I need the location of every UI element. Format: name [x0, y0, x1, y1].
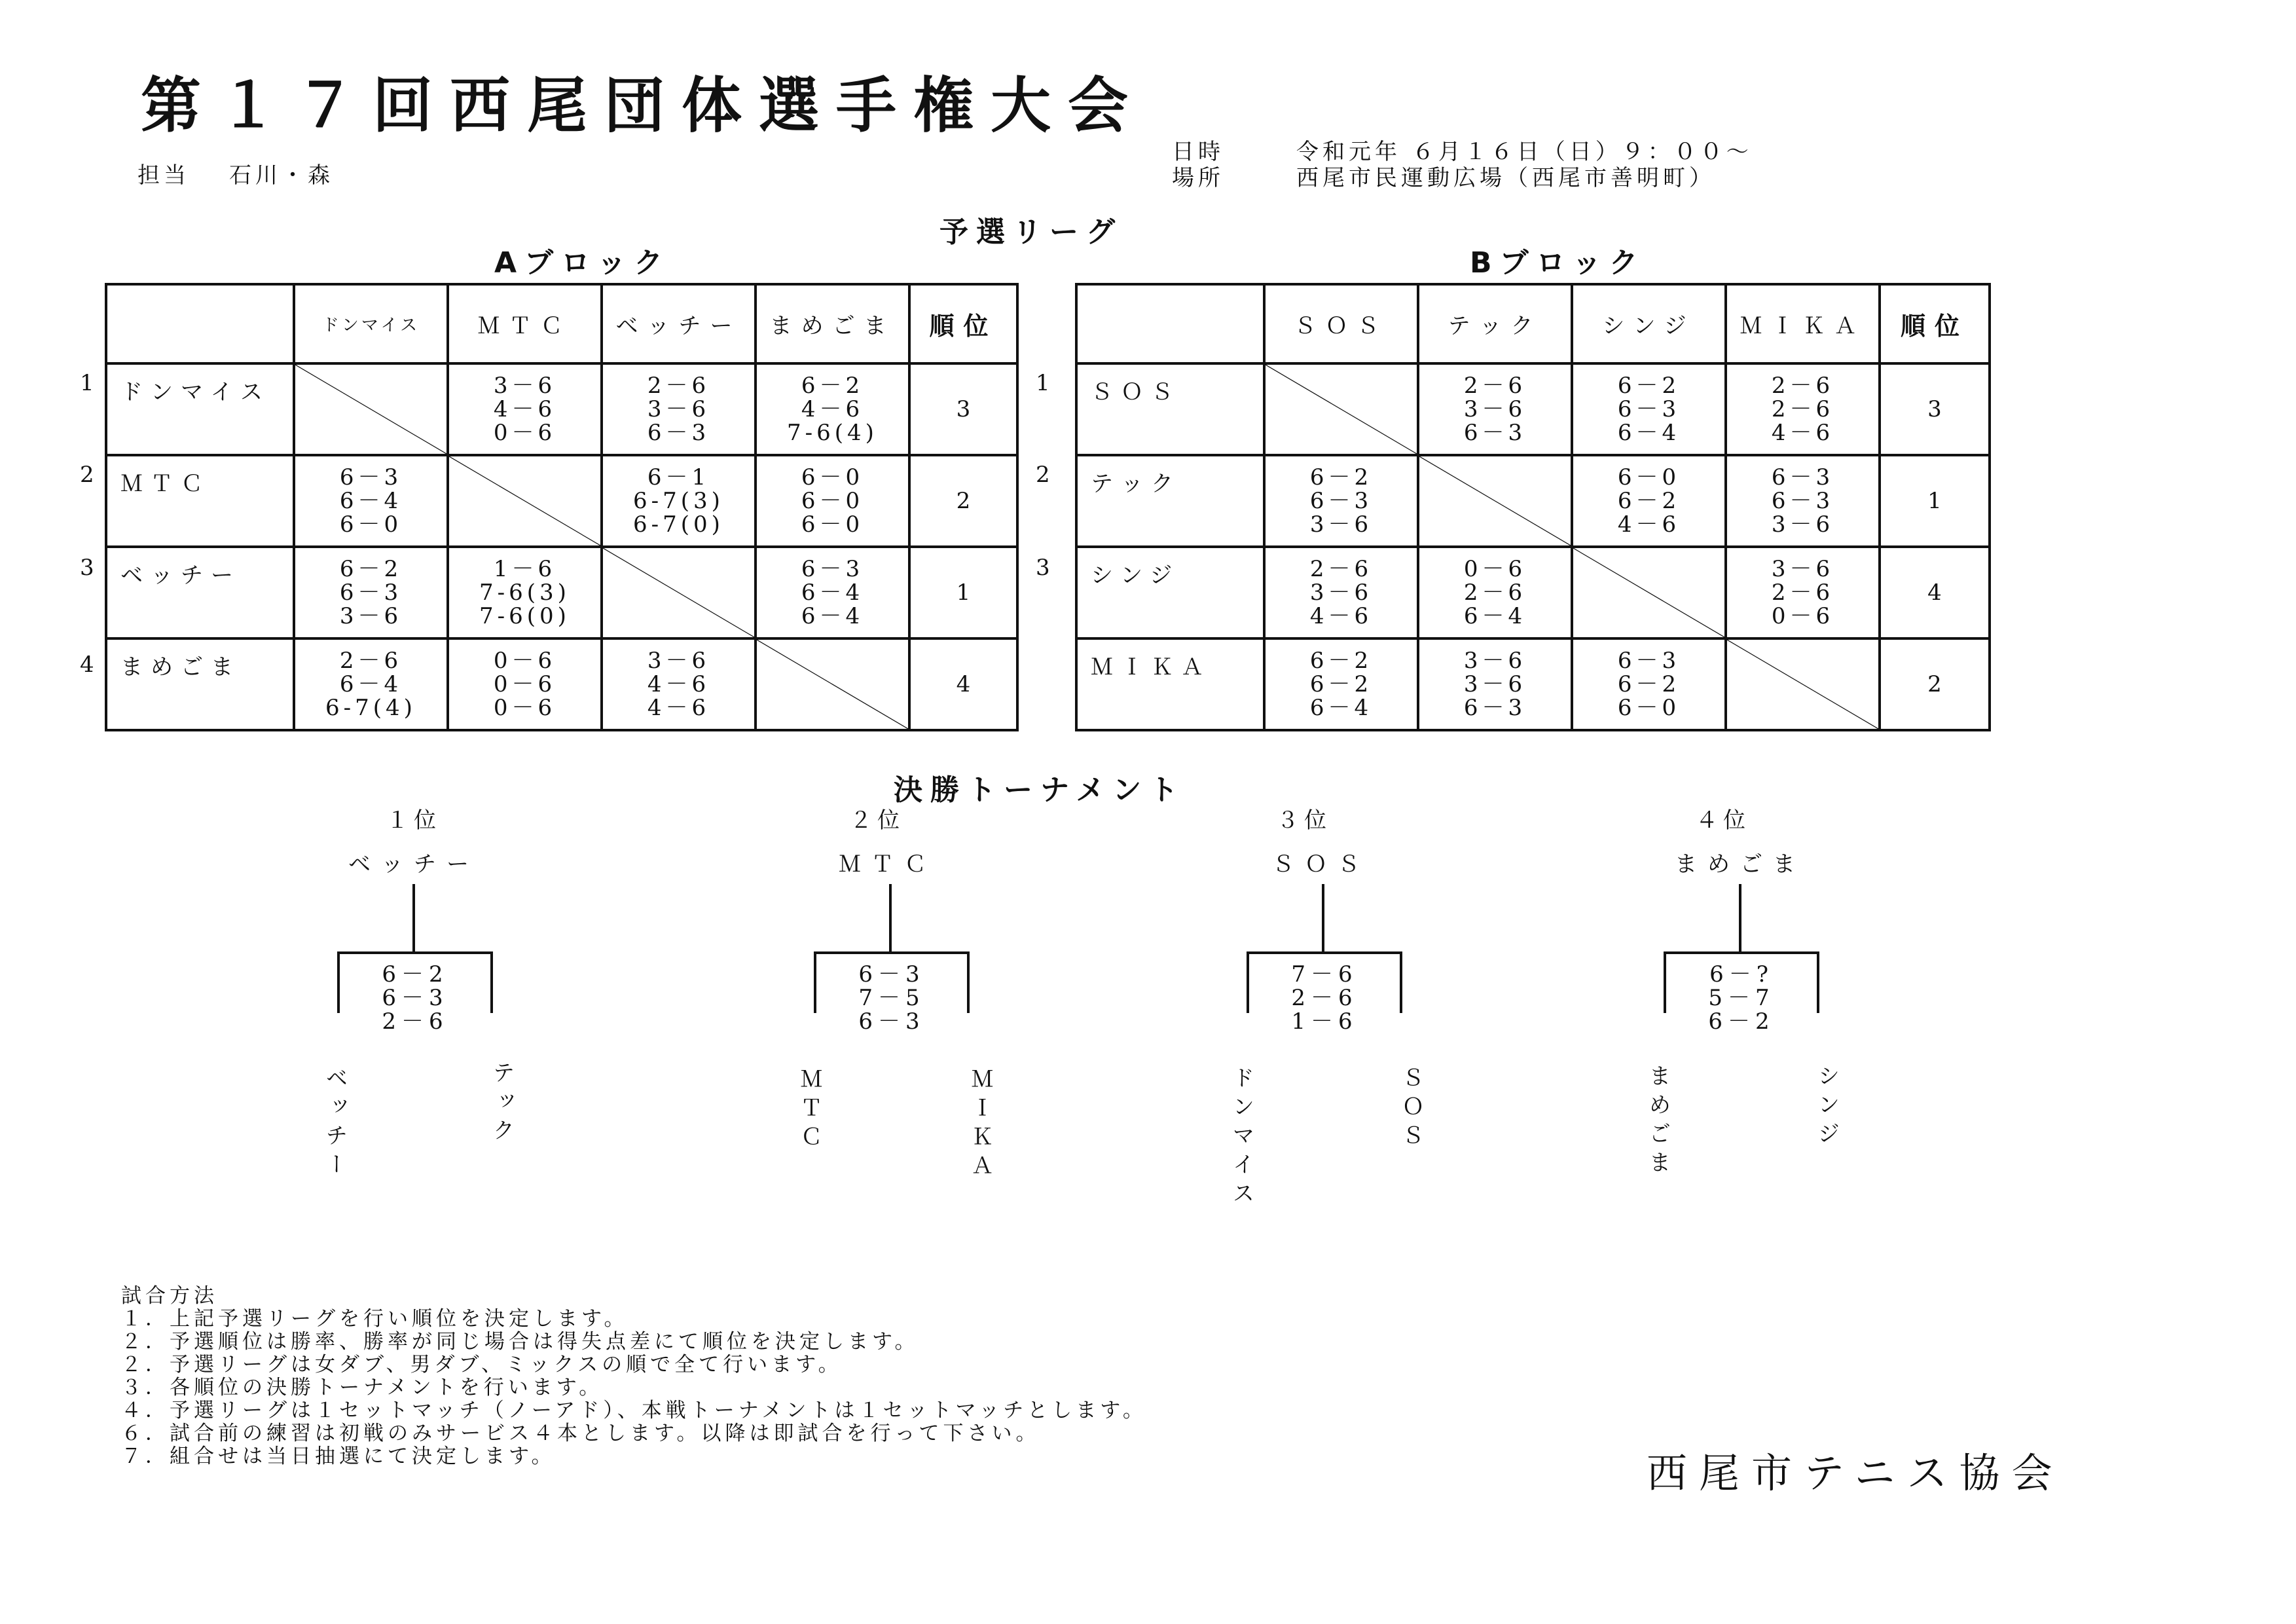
a-row-num-2: 2 — [80, 462, 94, 488]
bracket-winner: ＳＯＳ — [1272, 851, 1370, 877]
block-a-table — [105, 283, 1019, 731]
bracket-rank: ２位 — [850, 807, 905, 834]
diagonal-cell — [756, 638, 909, 730]
score-cell: 6－3 6－2 6－0 — [1572, 638, 1726, 730]
diagonal-cell — [1418, 455, 1572, 547]
rank-cell: 1 — [909, 547, 1017, 638]
score-cell: 6－0 6－0 6－0 — [756, 455, 909, 547]
corner-cell — [106, 284, 294, 363]
diagonal-cell — [1572, 547, 1726, 638]
col-header: ＭＩＫＡ — [1726, 284, 1880, 363]
team-name: まめごま — [106, 638, 294, 730]
bracket-right-team: シンジ — [1813, 1064, 1840, 1151]
col-header: テック — [1418, 284, 1572, 363]
col-header: シンジ — [1572, 284, 1726, 363]
a-row-num-1: 1 — [80, 370, 94, 396]
bracket-left-team: まめごま — [1645, 1064, 1671, 1179]
table-row — [106, 547, 1017, 638]
score-cell: 6－1 6-7(3) 6-7(0) — [602, 455, 756, 547]
table-row — [106, 455, 1017, 547]
score-cell: 3－6 3－6 6－3 — [1418, 638, 1572, 730]
table-row — [1076, 638, 1990, 730]
rule-item: １．上記予選リーグを行い順位を決定します。 — [121, 1307, 629, 1331]
rank-cell: 4 — [1880, 547, 1990, 638]
score-cell: 6－2 4－6 7-6(4) — [756, 363, 909, 455]
score-cell: 6－2 6－2 6－4 — [1264, 638, 1418, 730]
bracket-rank: ４位 — [1696, 807, 1751, 834]
col-header: ＭＴＣ — [448, 284, 602, 363]
association-name: 西尾市テニス協会 — [1647, 1449, 2064, 1497]
bracket-rank: １位 — [386, 807, 441, 834]
score-cell: 0－6 2－6 6－4 — [1418, 547, 1572, 638]
bracket-left-team: ＭＴＣ — [796, 1067, 822, 1154]
score-cell: 6－0 6－2 4－6 — [1572, 455, 1726, 547]
diagonal-cell — [602, 547, 756, 638]
team-name: ＭＴＣ — [106, 455, 294, 547]
rule-item: ７．組合せは当日抽選にて決定します。 — [121, 1445, 556, 1468]
score-cell: 3－6 4－6 4－6 — [602, 638, 756, 730]
charge-info — [137, 157, 373, 189]
team-name: ベッチー — [106, 547, 294, 638]
rank-cell: 3 — [1880, 363, 1990, 455]
score-cell: 0－6 0－6 0－6 — [448, 638, 602, 730]
score-cell: 6－3 6－4 6－4 — [756, 547, 909, 638]
meta-date: 日時 令和元年 ６月１６日（日）９：００～ — [1172, 139, 1753, 165]
col-header: ドンマイス — [294, 284, 448, 363]
score-cell: 1－6 7-6(3) 7-6(0) — [448, 547, 602, 638]
charge-label: 担当 — [137, 162, 190, 189]
team-name: ドンマイス — [106, 363, 294, 455]
a-row-num-3: 3 — [80, 555, 94, 581]
score-cell: 2－6 2－6 4－6 — [1726, 363, 1880, 455]
table-row — [1076, 547, 1990, 638]
table-row — [106, 638, 1017, 730]
team-name: テック — [1076, 455, 1264, 547]
score-cell: 6－2 6－3 3－6 — [294, 547, 448, 638]
score-cell: 2－6 3－6 4－6 — [1264, 547, 1418, 638]
rules-heading: 試合方法 — [121, 1284, 218, 1308]
score-cell: 3－6 4－6 0－6 — [448, 363, 602, 455]
table-row — [106, 363, 1017, 455]
meta-venue: 場所 西尾市民運動広場（西尾市善明町） — [1172, 165, 1715, 191]
rank-cell: 4 — [909, 638, 1017, 730]
score-cell: 2－6 6－4 6-7(4) — [294, 638, 448, 730]
tournament-title: 決勝トーナメント — [894, 773, 1186, 807]
bracket-scores: 7－6 2－6 1－6 — [1291, 961, 1358, 1035]
block-b-table — [1075, 283, 1991, 731]
bracket-winner: ＭＴＣ — [839, 851, 937, 877]
bracket-stem — [1739, 884, 1741, 953]
charge-names: 石川・森 — [229, 162, 334, 189]
rank-header: 順位 — [1880, 284, 1990, 363]
rule-item: ４．予選リーグは１セットマッチ（ノーアド）、本戦トーナメントは１セットマッチとします。 — [121, 1399, 1147, 1422]
block-a-header-row — [106, 284, 1017, 363]
bracket-stem — [412, 884, 415, 953]
bracket-scores: 6－3 7－5 6－3 — [858, 961, 925, 1035]
bracket-right-team: テック — [488, 1061, 515, 1147]
rank-cell: 2 — [909, 455, 1017, 547]
league-title: 予選リーグ — [939, 215, 1123, 249]
b-row-num-1: 1 — [1036, 370, 1050, 396]
col-header: ベッチー — [602, 284, 756, 363]
rules-section — [121, 1285, 1147, 1468]
rule-item: ３．各順位の決勝トーナメントを行います。 — [121, 1376, 604, 1399]
col-header: まめごま — [756, 284, 909, 363]
col-header: ＳＯＳ — [1264, 284, 1418, 363]
bracket-right-team: ＭＩＫＡ — [967, 1067, 993, 1183]
score-cell: 2－6 3－6 6－3 — [1418, 363, 1572, 455]
b-row-num-3: 3 — [1036, 555, 1050, 581]
a-row-num-4: 4 — [80, 652, 94, 678]
corner-cell — [1076, 284, 1264, 363]
rank-cell: 1 — [1880, 455, 1990, 547]
bracket-winner: ベッチー — [348, 851, 479, 877]
score-cell: 6－3 6－3 3－6 — [1726, 455, 1880, 547]
block-b-header-row — [1076, 284, 1990, 363]
score-cell: 2－6 3－6 6－3 — [602, 363, 756, 455]
bracket-scores: 6－? 5－7 6－2 — [1708, 961, 1775, 1035]
score-cell: 6－2 6－3 6－4 — [1572, 363, 1726, 455]
team-name: ＭＩＫＡ — [1076, 638, 1264, 730]
score-cell: 3－6 2－6 0－6 — [1726, 547, 1880, 638]
rule-item: ６．試合前の練習は初戦のみサービス４本とします。以降は即試合を行って下さい。 — [121, 1422, 1040, 1445]
rank-cell: 3 — [909, 363, 1017, 455]
bracket-left-team: ベッチー — [321, 1066, 348, 1181]
rank-cell: 2 — [1880, 638, 1990, 730]
table-row — [1076, 455, 1990, 547]
rule-item: ２．予選順位は勝率、勝率が同じ場合は得失点差にて順位を決定します。 — [121, 1330, 919, 1354]
bracket-rank: ３位 — [1277, 807, 1332, 834]
b-row-num-2: 2 — [1036, 462, 1050, 488]
diagonal-cell — [1726, 638, 1880, 730]
bracket-stem — [889, 884, 892, 953]
rank-header: 順位 — [909, 284, 1017, 363]
table-row — [1076, 363, 1990, 455]
score-cell: 6－2 6－3 3－6 — [1264, 455, 1418, 547]
block-a-title: Aブロック — [494, 246, 671, 280]
diagonal-cell — [1264, 363, 1418, 455]
bracket-right-team: ＳＯＳ — [1398, 1066, 1424, 1153]
score-cell: 6－3 6－4 6－0 — [294, 455, 448, 547]
event-meta — [1172, 139, 1753, 191]
team-name: ＳＯＳ — [1076, 363, 1264, 455]
team-name: シンジ — [1076, 547, 1264, 638]
block-b-title: Bブロック — [1470, 246, 1646, 280]
bracket-left-team: ドンマイス — [1228, 1066, 1254, 1210]
diagonal-cell — [448, 455, 602, 547]
bracket-stem — [1322, 884, 1324, 953]
rule-item: ２．予選リーグは女ダブ、男ダブ、ミックスの順で全て行います。 — [121, 1353, 843, 1376]
page-title: 第１７回西尾団体選手権大会 — [141, 71, 1146, 141]
bracket-scores: 6－2 6－3 2－6 — [382, 961, 448, 1035]
diagonal-cell — [294, 363, 448, 455]
bracket-winner: まめごま — [1675, 851, 1806, 877]
